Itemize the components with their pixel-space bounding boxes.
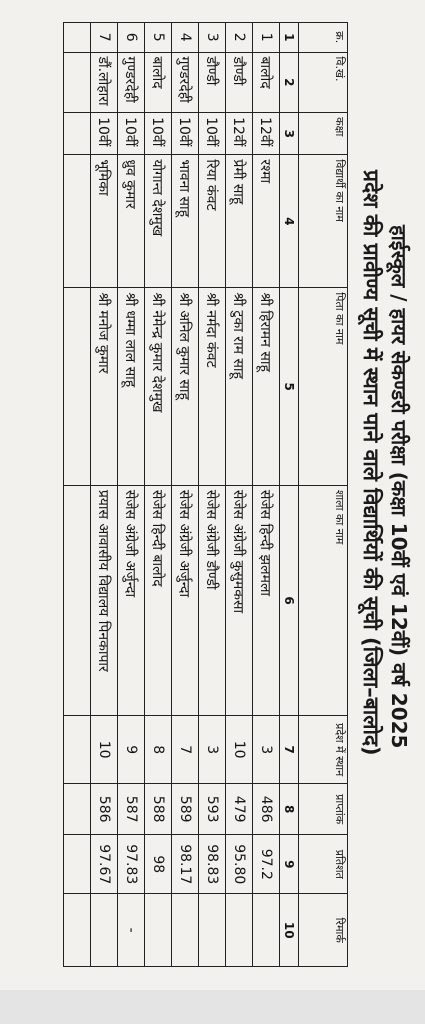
cell-school: सेजेस अंग्रेजी डौण्डी: [199, 485, 226, 715]
col-number: 1: [280, 23, 299, 53]
cell-school: सेजेस हिन्दी झलमला: [253, 485, 280, 715]
header-sno: क्र.: [299, 23, 348, 53]
table-row: [172, 23, 199, 967]
cell-rank: 3: [199, 716, 226, 784]
col-number: 10: [280, 894, 299, 967]
header-rank: प्रदेश में स्थान: [299, 716, 348, 784]
table-row: [118, 23, 145, 967]
cell-father: श्री नर्मदा कंवट: [199, 288, 226, 485]
cell-marks: 589: [172, 784, 199, 835]
cell-rank: 7: [172, 716, 199, 784]
header-school: शाला का नाम: [299, 485, 348, 715]
header-remark: रिमार्क: [299, 894, 348, 967]
table-row: [199, 23, 226, 967]
header-percent: प्रतिशत: [299, 835, 348, 894]
empty-cell: [64, 155, 91, 288]
cell-class: 10वीं: [118, 113, 145, 155]
cell-marks: 593: [199, 784, 226, 835]
cell-marks: 486: [253, 784, 280, 835]
cell-father: श्री अनिल कुमार साहू: [172, 288, 199, 485]
cell-father: श्री नेमेन्द्र कुमार देशमुख: [145, 288, 172, 485]
cell-block: बालोद: [145, 52, 172, 113]
cell-marks: 587: [118, 784, 145, 835]
cell-remark: [145, 894, 172, 967]
document-title: हाईस्कूल / हायर सेकण्डरी परीक्षा (कक्षा 10वीं एवं 12वीं) वर्ष 2025: [387, 225, 411, 749]
table-row: [253, 23, 280, 967]
cell-rank: 10: [91, 716, 118, 784]
cell-block: डौण्डी: [199, 52, 226, 113]
cell-student: भूमिका: [91, 155, 118, 288]
empty-cell: [64, 23, 91, 53]
col-number: 8: [280, 784, 299, 835]
cell-marks: 588: [145, 784, 172, 835]
cell-class: 10वीं: [172, 113, 199, 155]
cell-remark: [172, 894, 199, 967]
col-number: 6: [280, 485, 299, 715]
cell-father: श्री हिरामन साहू: [253, 288, 280, 485]
col-number: 7: [280, 716, 299, 784]
document-subtitle: प्रदेश की प्रावीण्य सूची में स्थान पाने वाले विद्यार्थियों की सूची (जिला–बालोद): [359, 170, 383, 756]
cell-block: गुण्डरदेही: [118, 52, 145, 113]
col-number: 2: [280, 52, 299, 113]
col-number: 3: [280, 113, 299, 155]
empty-cell: [64, 288, 91, 485]
col-number: 9: [280, 835, 299, 894]
empty-table-row: [64, 23, 91, 967]
cell-student: योगान्त देशमुख: [145, 155, 172, 288]
bottom-bar: [0, 990, 425, 1024]
cell-percent: 97.67: [91, 835, 118, 894]
table-row: [145, 23, 172, 967]
header-student: विद्यार्थी का नाम: [299, 155, 348, 288]
cell-class: 10वीं: [145, 113, 172, 155]
cell-remark: [91, 894, 118, 967]
cell-percent: 95.80: [226, 835, 253, 894]
cell-block: डौण्डी: [226, 52, 253, 113]
cell-marks: 586: [91, 784, 118, 835]
cell-marks: 479: [226, 784, 253, 835]
cell-student: प्रेमी साहू: [226, 155, 253, 288]
cell-student: रश्मा: [253, 155, 280, 288]
table-row: [226, 23, 253, 967]
cell-block: गुण्डरदेही: [172, 52, 199, 113]
column-number-row: [280, 23, 299, 967]
col-number: 5: [280, 288, 299, 485]
empty-cell: [64, 835, 91, 894]
empty-cell: [64, 113, 91, 155]
cell-remark: -: [118, 894, 145, 967]
cell-school: सेजेस हिन्दी बालोद: [145, 485, 172, 715]
cell-percent: 98.17: [172, 835, 199, 894]
cell-block: बालोद: [253, 52, 280, 113]
cell-school: प्रयास आवासीय विद्यालय पिनकापार: [91, 485, 118, 715]
cell-rank: 10: [226, 716, 253, 784]
cell-class: 10वीं: [199, 113, 226, 155]
cell-remark: [226, 894, 253, 967]
table-row: [91, 23, 118, 967]
cell-rank: 9: [118, 716, 145, 784]
empty-cell: [64, 716, 91, 784]
cell-sno: 3: [199, 23, 226, 53]
cell-school: सेजेस अंग्रेजी कुसुमकसा: [226, 485, 253, 715]
empty-cell: [64, 784, 91, 835]
cell-percent: 97.2: [253, 835, 280, 894]
cell-percent: 98.83: [199, 835, 226, 894]
cell-father: श्री धम्मा लाल साहू: [118, 288, 145, 485]
empty-cell: [64, 894, 91, 967]
cell-school: सेजेस अंग्रेजी अर्जुन्दा: [172, 485, 199, 715]
merit-list-table: [63, 22, 348, 967]
header-block: वि.खं.: [299, 52, 348, 113]
cell-sno: 6: [118, 23, 145, 53]
cell-class: 10वीं: [91, 113, 118, 155]
cell-sno: 4: [172, 23, 199, 53]
cell-remark: [253, 894, 280, 967]
cell-percent: 97.83: [118, 835, 145, 894]
table-header-row: [299, 23, 348, 967]
cell-sno: 1: [253, 23, 280, 53]
cell-remark: [199, 894, 226, 967]
cell-percent: 98: [145, 835, 172, 894]
cell-block: डौं.लोहारा: [91, 52, 118, 113]
empty-cell: [64, 485, 91, 715]
header-marks: प्राप्तांक: [299, 784, 348, 835]
cell-class: 12वीं: [226, 113, 253, 155]
cell-school: सेजेस अंग्रेजी अर्जुन्दा: [118, 485, 145, 715]
col-number: 4: [280, 155, 299, 288]
empty-cell: [64, 52, 91, 113]
header-class: कक्षा: [299, 113, 348, 155]
cell-student: ध्रुव कुमार: [118, 155, 145, 288]
cell-rank: 8: [145, 716, 172, 784]
cell-father: श्री टुका राम साहू: [226, 288, 253, 485]
cell-sno: 5: [145, 23, 172, 53]
cell-rank: 3: [253, 716, 280, 784]
cell-sno: 2: [226, 23, 253, 53]
cell-father: श्री मनोज कुमार: [91, 288, 118, 485]
cell-class: 12वीं: [253, 113, 280, 155]
header-father: पिता का नाम: [299, 288, 348, 485]
cell-student: भावना साहू: [172, 155, 199, 288]
cell-student: रिया कंवट: [199, 155, 226, 288]
cell-sno: 7: [91, 23, 118, 53]
